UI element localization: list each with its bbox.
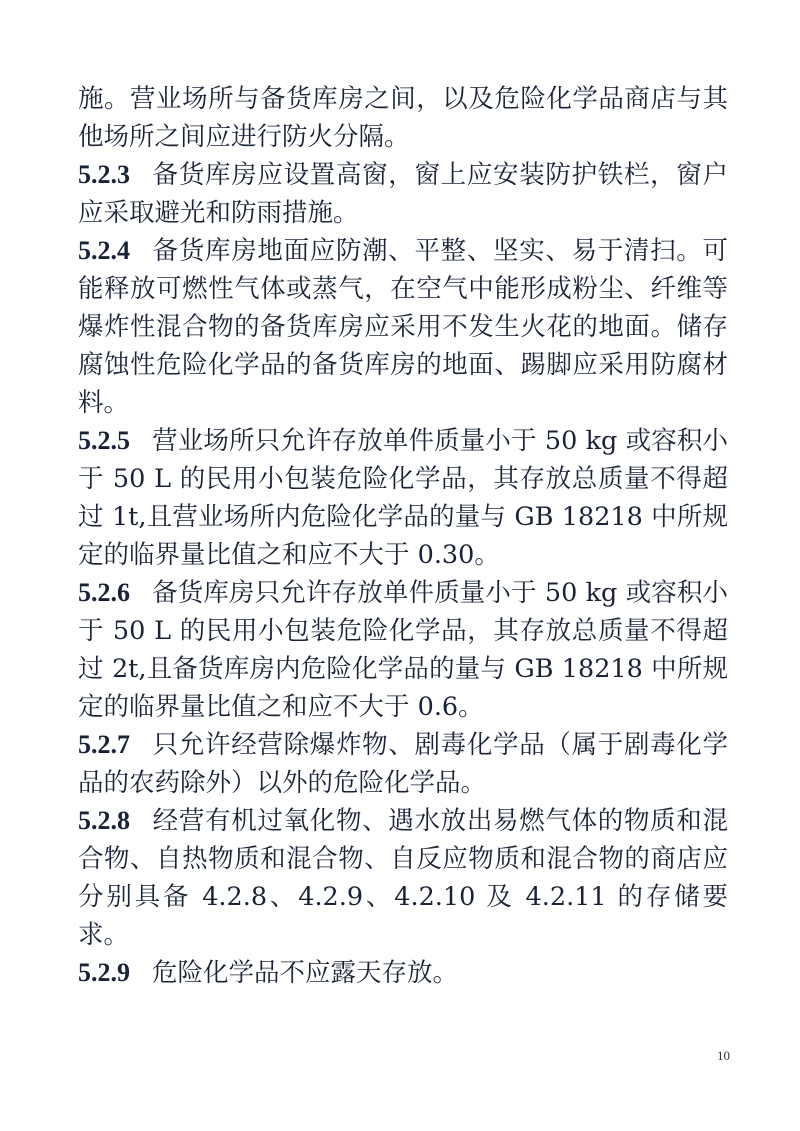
- clause-5-2-5: [78, 422, 728, 574]
- clause-text: 经营有机过氧化物、遇水放出易燃气体的物质和混合物、自热物质和混合物、自反应物质和混合物的商店应分别具备 4.2.8、4.2.9、4.2.10 及 4.2.11 的存储要求。: [78, 806, 728, 950]
- clause-5-2-9: [78, 954, 728, 992]
- clause-number: 5.2.5: [78, 426, 130, 455]
- clause-5-2-6: [78, 574, 728, 726]
- clause-text: 备货库房应设置高窗，窗上应安装防护铁栏，窗户应采取避光和防雨措施。: [78, 160, 728, 228]
- intro-paragraph: 施。营业场所与备货库房之间，以及危险化学品商店与其他场所之间应进行防火分隔。: [78, 84, 728, 152]
- clause-number: 5.2.4: [78, 236, 130, 265]
- clause-5-2-7: [78, 726, 728, 802]
- clause-text: 备货库房地面应防潮、平整、坚实、易于清扫。可能释放可燃性气体或蒸气，在空气中能形成粉尘、纤维等爆炸性混合物的备货库房应采用不发生火花的地面。储存腐蚀性危险化学品的备货库房的地面、踢脚应采用防腐材料。: [78, 236, 728, 418]
- page-number: 10: [717, 1048, 730, 1063]
- clause-text: 营业场所只允许存放单件质量小于 50 kg 或容积小于 50 L 的民用小包装危险化学品，其存放总质量不得超过 1t,且营业场所内危险化学品的量与 GB 18218 中所规定的临界量比值之和应不大于 0.30。: [78, 426, 728, 570]
- document-body: [78, 80, 728, 992]
- clause-number: 5.2.7: [78, 730, 130, 759]
- clause-text: 备货库房只允许存放单件质量小于 50 kg 或容积小于 50 L 的民用小包装危险化学品，其存放总质量不得超过 2t,且备货库房内危险化学品的量与 GB 18218 中所规定的临界量比值之和应不大于 0.6。: [78, 578, 728, 722]
- clause-5-2-8: [78, 802, 728, 954]
- clause-text: 只允许经营除爆炸物、剧毒化学品（属于剧毒化学品的农药除外）以外的危险化学品。: [78, 730, 728, 798]
- clause-number: 5.2.6: [78, 578, 130, 607]
- clause-5-2-4: [78, 232, 728, 422]
- clause-text: 危险化学品不应露天存放。: [152, 958, 459, 988]
- clause-number: 5.2.8: [78, 806, 130, 835]
- clause-number: 5.2.9: [78, 958, 130, 987]
- clause-number: 5.2.3: [78, 160, 130, 189]
- clause-5-2-3: [78, 156, 728, 232]
